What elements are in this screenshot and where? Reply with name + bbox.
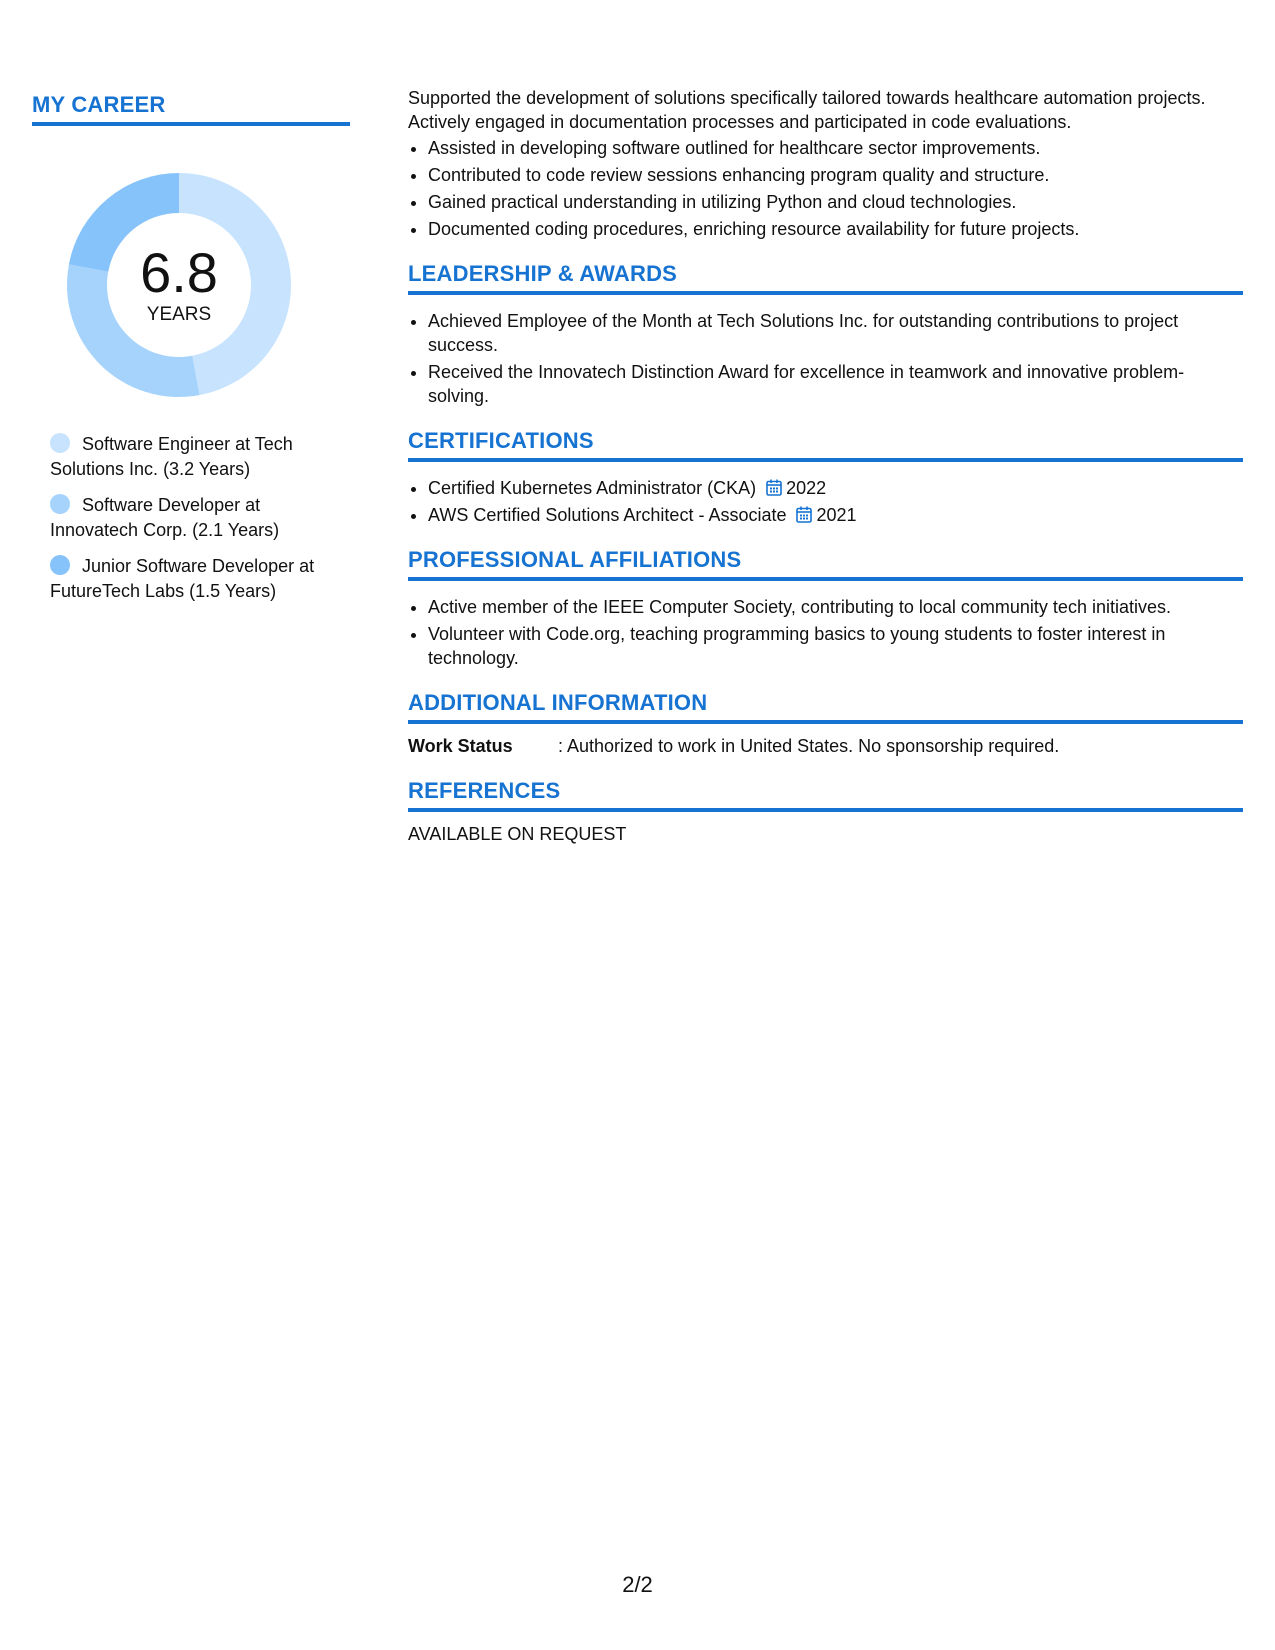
legend-item xyxy=(50,432,340,482)
leadership-list xyxy=(408,309,1243,408)
additional-section xyxy=(408,690,1243,758)
work-status-row xyxy=(408,734,1243,758)
certification-year: 2021 xyxy=(816,505,857,525)
legend-dot xyxy=(50,433,70,453)
list-item: • Received the Innovatech Distinction Award for excellence in teamwork and innovative problem-solving. xyxy=(428,360,1243,408)
work-status-value: : Authorized to work in United States. No sponsorship required. xyxy=(558,736,1060,756)
list-item: • Achieved Employee of the Month at Tech Solutions Inc. for outstanding contributions to project success. xyxy=(428,309,1243,357)
calendar-icon xyxy=(796,506,812,523)
references-title: REFERENCES xyxy=(408,778,1243,812)
career-title: MY CAREER xyxy=(32,92,350,126)
certification-year: 2022 xyxy=(786,478,827,498)
certifications-section xyxy=(408,428,1243,527)
legend-label: Software Developer at Innovatech Corp. (2.1 Years) xyxy=(50,495,280,540)
leadership-title: LEADERSHIP & AWARDS xyxy=(408,261,1243,295)
affiliations-title: PROFESSIONAL AFFILIATIONS xyxy=(408,547,1243,581)
career-total-years: 6.8 xyxy=(140,241,218,304)
career-years-unit: YEARS xyxy=(146,304,212,325)
list-item: • Volunteer with Code.org, teaching programming basics to young students to foster interest in technology. xyxy=(428,622,1243,670)
references-section xyxy=(408,778,1243,845)
calendar-icon xyxy=(766,479,782,496)
experience-bullets xyxy=(408,136,1243,241)
legend-dot xyxy=(50,555,70,575)
list-item: • Active member of the IEEE Computer Society, contributing to local community tech initiatives. xyxy=(428,595,1243,619)
list-item: • Assisted in developing software outlined for healthcare sector improvements. xyxy=(428,136,1243,160)
certification-name: Certified Kubernetes Administrator (CKA) xyxy=(428,478,757,498)
list-item xyxy=(428,476,1243,500)
references-text: AVAILABLE ON REQUEST xyxy=(408,824,627,844)
affiliations-list xyxy=(408,595,1243,670)
main-column xyxy=(408,86,1243,845)
legend-item xyxy=(50,493,340,543)
list-item: • Gained practical understanding in utilizing Python and cloud technologies. xyxy=(428,190,1243,214)
donut-center xyxy=(64,170,294,400)
experience-summary: Supported the development of solutions specifically tailored towards healthcare automation projects. Actively engaged in documentation processes and participated in code evaluations. xyxy=(408,88,1206,132)
leadership-section xyxy=(408,261,1243,408)
legend-item xyxy=(50,554,340,604)
legend-dot xyxy=(50,494,70,514)
page-number: 2/2 xyxy=(622,1572,653,1597)
career-donut-chart xyxy=(64,170,294,400)
certifications-title: CERTIFICATIONS xyxy=(408,428,1243,462)
career-legend xyxy=(32,432,352,604)
list-item: • Contributed to code review sessions enhancing program quality and structure. xyxy=(428,163,1243,187)
legend-label: Software Engineer at Tech Solutions Inc. (3.2 Years) xyxy=(50,434,293,479)
certification-name: AWS Certified Solutions Architect - Associate xyxy=(428,505,787,525)
work-status-label: Work Status xyxy=(408,736,513,756)
certifications-list xyxy=(408,476,1243,527)
legend-label: Junior Software Developer at FutureTech Labs (1.5 Years) xyxy=(50,556,315,601)
list-item xyxy=(428,503,1243,527)
affiliations-section xyxy=(408,547,1243,670)
additional-title: ADDITIONAL INFORMATION xyxy=(408,690,1243,724)
list-item: • Documented coding procedures, enriching resource availability for future projects. xyxy=(428,217,1243,241)
career-column xyxy=(32,92,352,615)
